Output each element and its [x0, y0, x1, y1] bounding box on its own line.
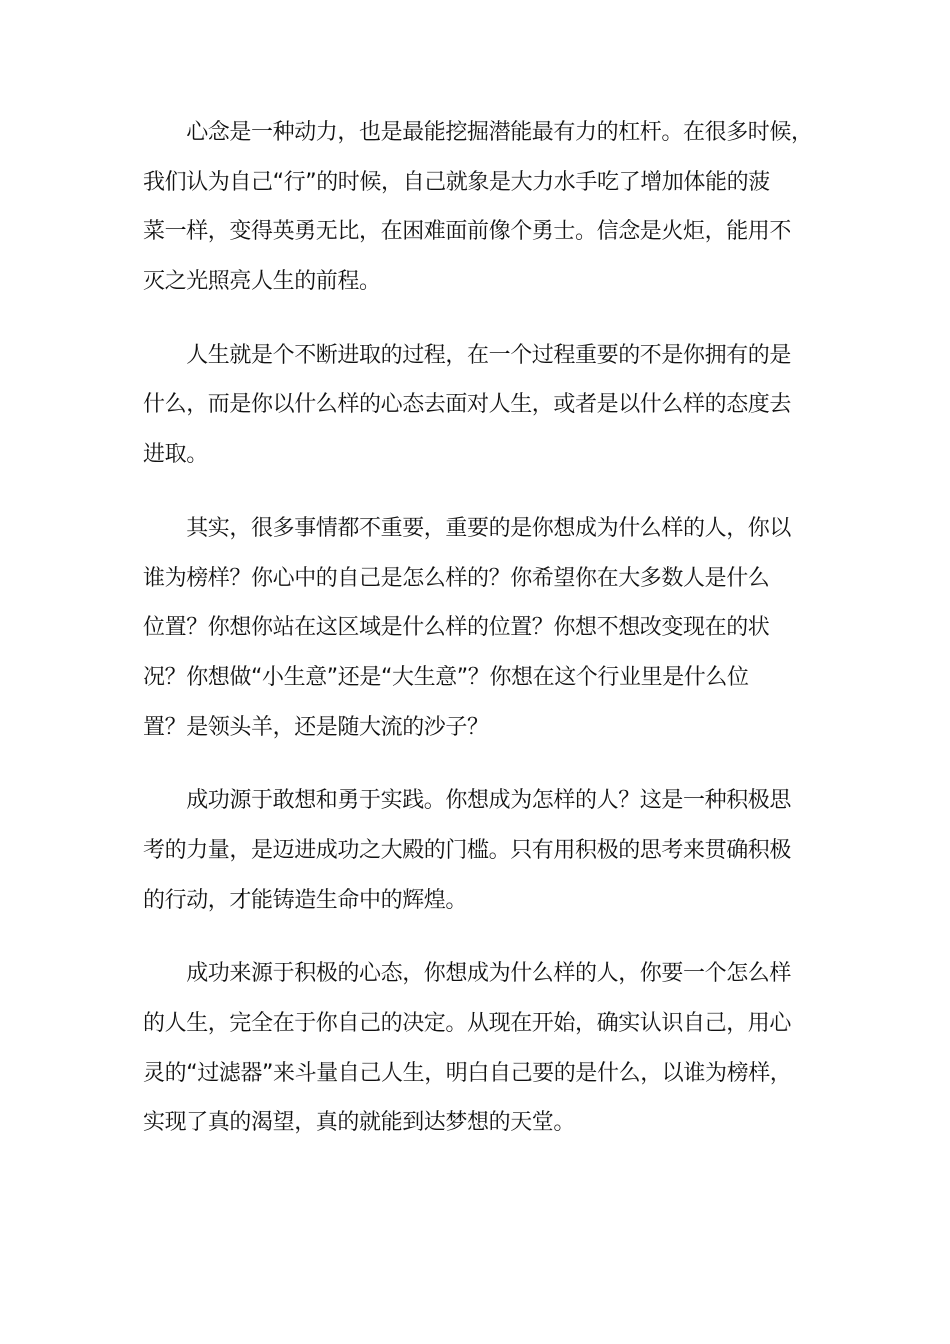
paragraph-who-to-become [143, 504, 809, 752]
text-line: 的人生，完全在于你自己的决定。从现在开始，确实认识自己，用心 [143, 1011, 792, 1036]
text-line: 成功源于敢想和勇于实践。你想成为怎样的人？这是一种积极思 [143, 788, 792, 814]
paragraph-success-source [143, 776, 809, 925]
text-line: 进取。 [143, 442, 208, 468]
text-line: 人生就是个不断进取的过程，在一个过程重要的不是你拥有的是 [143, 342, 792, 368]
paragraph-life-progress [143, 331, 809, 480]
text-line: 其实，很多事情都不重要，重要的是你想成为什么样的人，你以 [143, 515, 792, 541]
paragraph-mindset-lever [143, 108, 813, 307]
text-line: 置？是领头羊，还是随大流的沙子？ [143, 714, 489, 740]
text-line: 实现了真的渴望，真的就能到达梦想的天堂。 [143, 1110, 576, 1136]
document-body [143, 108, 813, 1148]
text-line: 我们认为自己“行”的时候，自己就象是大力水手吃了增加体能的菠 [143, 169, 770, 195]
text-line: 考的力量，是迈进成功之大殿的门槛。只有用积极的思考来贯确积极 [143, 837, 792, 863]
text-line: 的行动，才能铸造生命中的辉煌。 [143, 887, 468, 913]
paragraph-positive-attitude [143, 949, 809, 1148]
text-line: 况？你想做“小生意”还是“大生意”？你想在这个行业里是什么位 [143, 664, 749, 690]
text-line: 位置？你想你站在这区域是什么样的位置？你想不想改变现在的状 [143, 615, 770, 641]
text-line: 成功来源于积极的心态，你想成为什么样的人，你要一个怎么样 [143, 961, 792, 987]
text-line: 菜一样，变得英勇无比，在困难面前像个勇士。信念是火炬，能用不 [143, 219, 792, 245]
text-line: 什么，而是你以什么样的心态去面对人生，或者是以什么样的态度去 [143, 392, 792, 418]
text-line: 谁为榜样？你心中的自己是怎么样的？你希望你在大多数人是什么 [143, 565, 770, 591]
text-line: 灵的“过滤器”来斗量自己人生，明白自己要的是什么，以谁为榜样， [143, 1060, 792, 1086]
text-line: 灭之光照亮人生的前程。 [143, 269, 381, 295]
text-line: 心念是一种动力，也是最能挖掘潜能最有力的杠杆。在很多时候， [143, 120, 813, 145]
